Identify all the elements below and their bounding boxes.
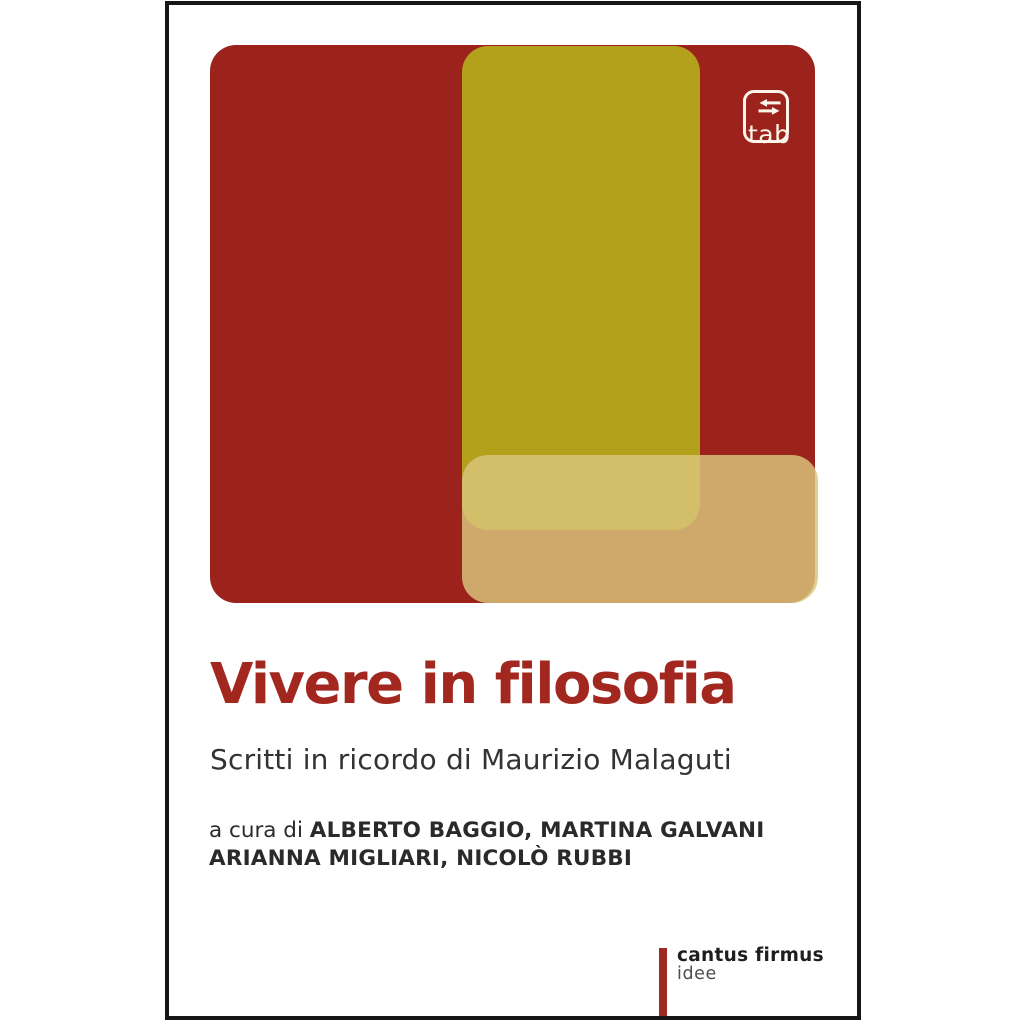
- series-colophon: [677, 946, 824, 984]
- book-title: Vivere in filosofia: [210, 652, 736, 717]
- book-cover: [165, 1, 861, 1020]
- tan-overlay-shape: [462, 455, 818, 603]
- series-name: cantus firmus: [677, 945, 824, 966]
- publisher-logo: [743, 90, 791, 149]
- editors-prefix: a cura di: [209, 818, 310, 843]
- transfer-arrows-icon: [756, 98, 783, 116]
- editors-names-1: ALBERTO BAGGIO, MARTINA GALVANI: [309, 818, 765, 843]
- editors-names-2: ARIANNA MIGLIARI, NICOLÒ RUBBI: [209, 846, 633, 871]
- publisher-logo-text: tab: [748, 120, 791, 149]
- book-subtitle: Scritti in ricordo di Maurizio Malaguti: [210, 743, 732, 776]
- series-red-bar: [659, 948, 667, 1016]
- editors-credit: [209, 817, 764, 873]
- editors-line-1: [209, 817, 764, 845]
- series-subname: idee: [677, 964, 717, 984]
- editors-line-2: [209, 845, 764, 873]
